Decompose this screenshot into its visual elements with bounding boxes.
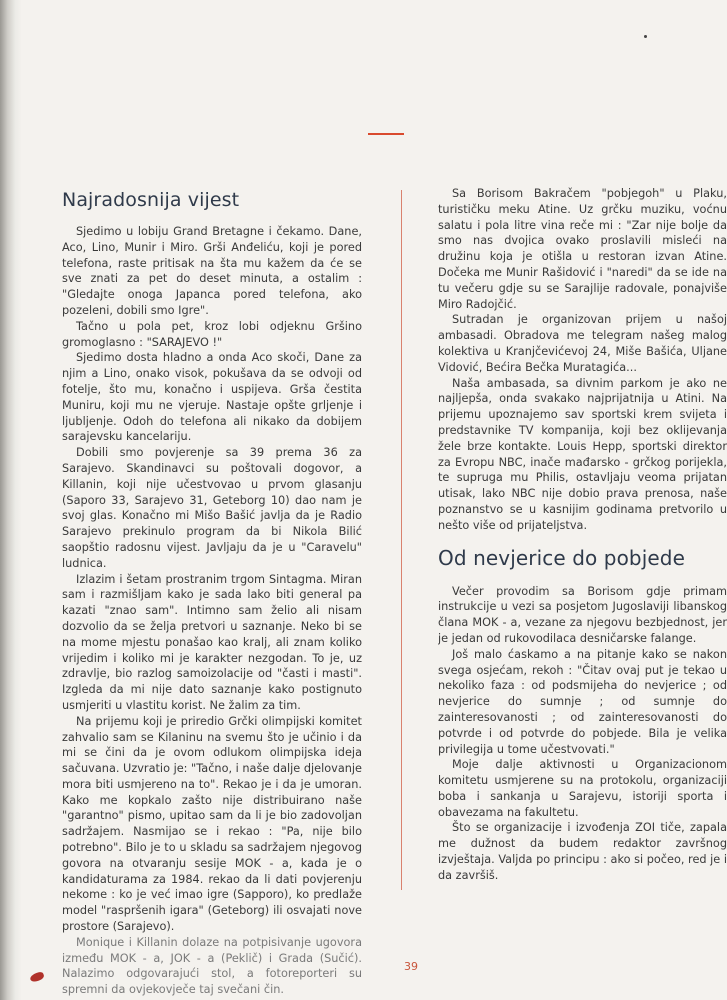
paragraph: Sutradan je organizovan prijem u našoj ambasadi. Obradova me telegram našeg malog kolektiva u Kranjčevićevoj 24, Miše Bašića, Uljane Vidović, Bećira Bečka Muratagića... bbox=[438, 313, 727, 374]
paragraph: Monique i Killanin dolaze na potpisivanje ugovora između MOK - a, JOK - a (Peklič) i Grada (Sučić). Nalazimo odgovarajući stol, a fotoreporteri su spremni da ovjekovječe taj svečani čin. bbox=[62, 935, 362, 997]
section-heading-najradosnija-vijest: Najradosnija vijest bbox=[62, 189, 240, 211]
paragraph: Sjedimo dosta hladno a onda Aco skoči, Dane za njim a Lino, onako visok, pokušava da se odvoji od fotelje, što mu, konačno i uspijeva. Grša čestita Muniru, koji mu ne vjeruje. Nastaje opšte grljenje i ljubljenje. Odoh do telefona ali nikako da dobijem sarajevsku kancelariju. bbox=[62, 351, 362, 444]
paragraph: Sjedimo u lobiju Grand Bretagne i čekamo. Dane, Aco, Lino, Munir i Miro. Grši Anđeliću, koji je pored telefona, raste pritisak na šta mu kažem da će se sve znati za pet do deset minuta, a ostalim : "Gledajte onoga Japanca pored telefona, ako pozeleni, dobili smo Igre". bbox=[62, 225, 362, 317]
paragraph: Dobili smo povjerenje sa 39 prema 36 za Sarajevo. Skandinavci su poštovali dogovor, a Killanin, koji nije učestvovao u prvom glasanju (Saporo 33, Sarajevo 31, Geteborg 10) dao nam je svoj glas. Konačno mi Mišo Bašić javlja da je Radio Sarajevo prekinulo program da bi Nikola Bilić saopštio radosnu vijest. Javljaju da je u "Caravelu" ludnica. bbox=[62, 446, 362, 570]
paragraph: Što se organizacije i izvođenja ZOI tiče, zapala me dužnost da budem redaktor završnog izvještaja. Valjda po principu : ako si počeo, red je i da završiš. bbox=[438, 821, 727, 882]
paragraph: Na prijemu koji je priredio Grčki olimpijski komitet zahvalio sam se Kilaninu na svemu što je učinio i da mi se čini da je ovom odlukom olimpijska ideja sačuvana. Uzvratio je: "Tačno, i naše dalje djelovanje mora biti usmjereno na to". Rekao je i da je umoran. Kako me kopkalo zašto nije distribuirano naše "garantno" pismo, upitao sam da li je bio zadovoljan sadržajem. Nasmijao se i rekao : "Pa, nije bilo potrebno". Bilo je to u skladu sa sadržajem njegovog govora na otvaranju sesije MOK - a, kada je o kandidaturama za 1984. rekao da li dati povjerenju nekome : ko je već imao igre (Sapporo), ko predlaže model "raspršenih igara" (Geteborg) ili osvajati nove prostore (Sarajevo). bbox=[62, 714, 362, 934]
speck-mark bbox=[644, 35, 647, 38]
section-heading-od-nevjerice-do-pobjede: Od nevjerice do pobjede bbox=[438, 545, 685, 570]
paragraph: Još malo ćaskamo a na pitanje kako se nakon svega osjećam, rekoh : "Čitav ovaj put je tekao u nekoliko faza : od podsmijeha do nevjerice ; od nevjerice do sumnje ; od sumnje do zainteresovanosti ; od zainteresovanosti do potvrde i od potvrde do pobjede. Bila je velika privilegija u tome učestvovati." bbox=[438, 647, 727, 756]
red-stain-mark bbox=[29, 971, 45, 983]
page-gutter-shadow bbox=[0, 0, 22, 1000]
paragraph: Večer provodim sa Borisom gdje primam instrukcije u vezi sa posjetom Jugoslaviji libanskog člana MOK - a, vezane za njegovu bezbjednost, jer je jedan od rukovodilaca desničarske falange. bbox=[438, 584, 727, 645]
column-divider bbox=[401, 190, 402, 890]
paragraph: Moje dalje aktivnosti u Organizacionom komitetu usmjerene su na protokolu, organizaciji boba i sankanja u Sarajevu, istoriji sporta i obavezama na fakultetu. bbox=[438, 758, 727, 819]
paragraph: Naša ambasada, sa divnim parkom je ako ne najljepša, onda svakako najprijatnija u Atini. Na prijemu upoznajemo sav sportski krem svijeta i predstavnike TV kompanija, koji bez oklijevanja žele brze kontakte. Louis Hepp, sportski direktor za Evropu NBC, inače mađarsko - grčkog porijekla, te supruga mu Philis, ostavljaju veoma prijatan utisak, lako NBC nije dobio prava prenosa, naše poznanstvo se u kasnijim godinama pretvorilo u nešto više od prijateljstva. bbox=[438, 376, 727, 532]
paragraph: Izlazim i šetam prostranim trgom Sintagma. Miran sam i razmišljam kako je sada lako biti general pa kazati "znao sam". Intimno sam želio ali nisam dozvolio da se želja pretvori u saznanje. Neko bi se na mome mjestu ponašao kao kralj, ali znam koliko vrijedim i koliko mi je karakter nezgodan. To je, uz zdravlje, bio razlog samoizolacije od "časti i masti". Izgleda da mi nije dato saznanje kako postignuto usmjeriti u vlastitu korist. Ne žalim za tim. bbox=[62, 572, 362, 712]
left-column bbox=[62, 188, 362, 998]
right-column bbox=[438, 186, 727, 884]
page-number: 39 bbox=[404, 960, 418, 973]
header-rule bbox=[368, 133, 404, 135]
paragraph: Tačno u pola pet, kroz lobi odjeknu Gršino gromoglasno : "SARAJEVO !" bbox=[62, 319, 362, 349]
paragraph: Sa Borisom Bakračem "pobjegoh" u Plaku, turističku meku Atine. Uz grčku muziku, voćnu salatu i pola litre vina reče mi : "Zar nije bolje da smo nas dvojica ovako proslavili misleći na družinu koja je otišla u restoran izvan Atine. Dočeka me Munir Rašidović i "naredi" da se ide na tu večeru gdje su se Sarajlije radovale, ponajviše Miro Radojčić. bbox=[438, 187, 727, 311]
